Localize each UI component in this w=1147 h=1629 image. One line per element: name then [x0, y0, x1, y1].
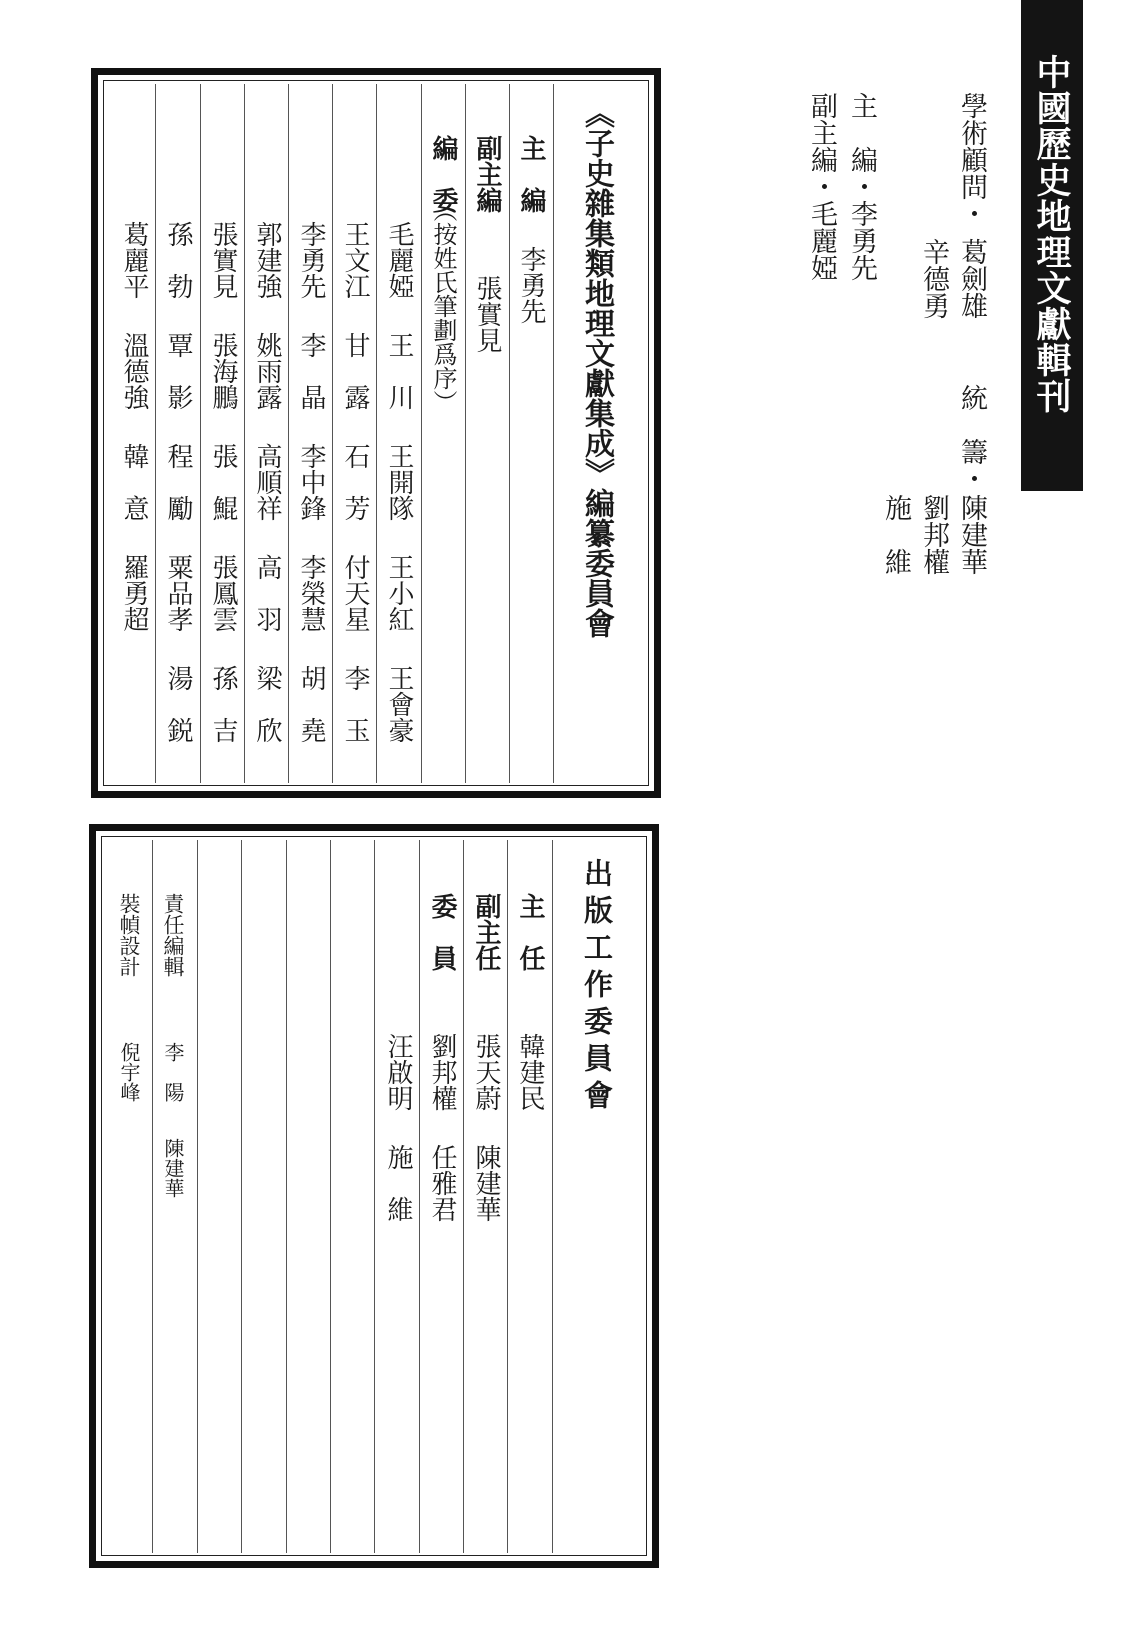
advisor-name-1: 葛劍雄: [956, 238, 987, 319]
member: 李 晶: [296, 332, 326, 410]
member: 溫德強: [119, 332, 149, 410]
member: 張實見: [208, 221, 238, 299]
member: 孫 吉: [208, 665, 238, 743]
director-label: 主 任: [515, 893, 545, 971]
series-title: 中國歷史地理文獻輯刊: [1031, 54, 1072, 414]
deputy-name: 張實見: [472, 275, 502, 353]
deputy-editor: 副主編・毛麗婭: [806, 92, 837, 281]
member: 粟品孝: [163, 554, 193, 632]
member: 梁 欣: [252, 665, 282, 743]
member: 李中鋒: [296, 443, 326, 521]
member: 付天星: [340, 554, 370, 632]
member: 孫 勃: [163, 221, 193, 299]
advisor-name-2: 辛德勇: [918, 238, 949, 319]
vice-director-name: 陳建華: [471, 1144, 501, 1222]
member: 王 川: [384, 332, 414, 410]
member: 王開隊: [384, 443, 414, 521]
committee-title: 《子史雜集類地理文獻集成》編纂委員會: [579, 98, 614, 638]
member: 覃 影: [163, 332, 193, 410]
responsible-editor-name: 陳建華: [161, 1138, 185, 1198]
coordinator-name-1: 陳建華: [956, 494, 987, 575]
pub-member: 劉邦權: [427, 1033, 457, 1111]
member: 王小紅: [384, 554, 414, 632]
coordinator-name-3: 施 維: [880, 494, 911, 575]
vice-director-label: 副主任: [471, 893, 501, 971]
coordinator-name-2: 劉邦權: [918, 494, 949, 575]
member: 張 鯤: [208, 443, 238, 521]
pub-member: 汪啟明: [383, 1033, 413, 1111]
coordinator-label: 統 籌・: [956, 384, 987, 492]
member: 李 玉: [340, 665, 370, 743]
member: 甘 露: [340, 332, 370, 410]
member: 石 芳: [340, 443, 370, 521]
member: 高 羽: [252, 554, 282, 632]
member: 高順祥: [252, 443, 282, 521]
chief-label: 主 編: [516, 135, 546, 213]
chief-editor: 主 編・李勇先: [846, 92, 877, 281]
pub-member: 施 維: [383, 1144, 413, 1222]
members-note: （按姓氏筆劃爲序）: [429, 198, 457, 414]
member: 羅勇超: [119, 554, 149, 632]
member: 李榮慧: [296, 554, 326, 632]
member: 毛麗婭: [384, 221, 414, 299]
member: 程 勵: [163, 443, 193, 521]
member: 王會豪: [384, 665, 414, 743]
chief-name: 李勇先: [516, 246, 546, 324]
cover-design-name: 倪宇峰: [117, 1042, 141, 1102]
member: 郭建強: [252, 221, 282, 299]
member: 張海鵬: [208, 332, 238, 410]
pub-members-label: 委 員: [427, 893, 457, 971]
responsible-editor-name: 李 陽: [161, 1042, 185, 1102]
member: 姚雨露: [252, 332, 282, 410]
vice-director-name: 張天蔚: [471, 1033, 501, 1111]
responsible-editor-label: 責任編輯: [161, 893, 185, 977]
member: 李勇先: [296, 221, 326, 299]
member: 王文江: [340, 221, 370, 299]
pub-member: 任雅君: [427, 1144, 457, 1222]
director-name: 韓建民: [515, 1033, 545, 1111]
advisor-label: 學術顧問・: [956, 92, 987, 227]
deputy-label: 副主編: [472, 135, 502, 213]
member: 胡 堯: [296, 665, 326, 743]
member: 韓 意: [119, 443, 149, 521]
member: 葛麗平: [119, 221, 149, 299]
member: 湯 鋭: [163, 665, 193, 743]
publishing-title: 出版工作委員會: [580, 858, 614, 1117]
member: 張鳳雲: [208, 554, 238, 632]
cover-design-label: 裝幀設計: [117, 893, 141, 977]
members-label: 編 委: [428, 135, 458, 213]
series-title-tab: [1021, 0, 1083, 491]
